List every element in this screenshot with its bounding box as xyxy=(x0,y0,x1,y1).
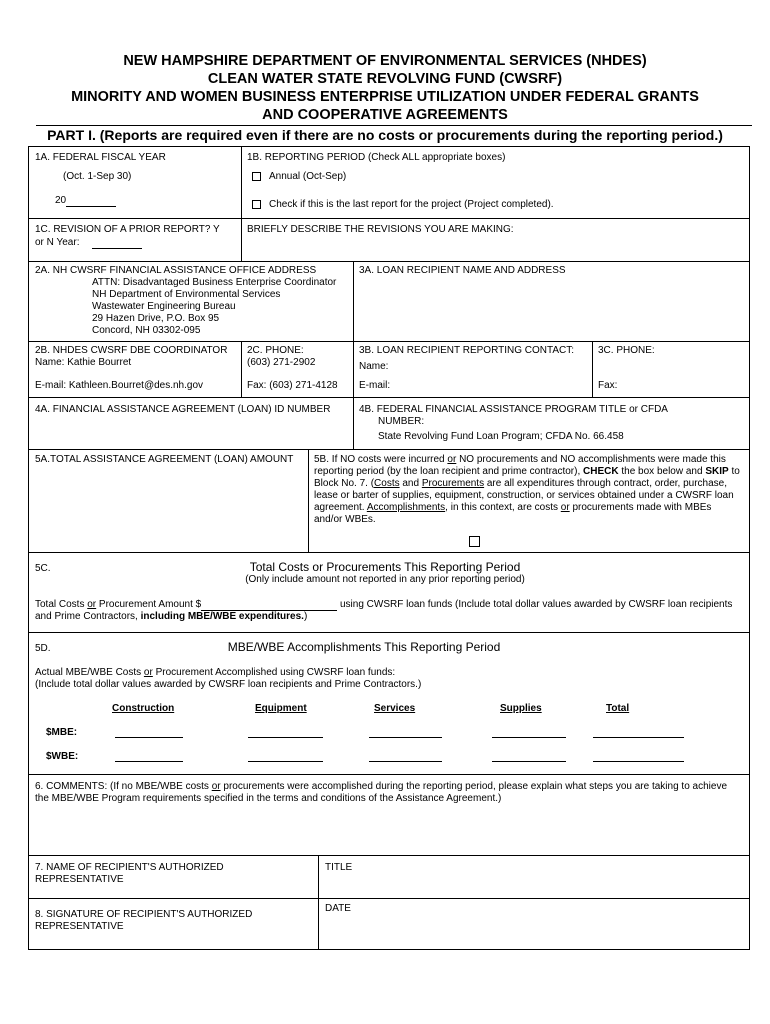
mbe-supplies-blank[interactable] xyxy=(492,737,566,738)
recipient-phone-label[interactable]: 3C. PHONE: xyxy=(598,345,655,356)
section-5d-label: 5D. xyxy=(35,643,51,654)
wbe-services-blank[interactable] xyxy=(369,761,442,762)
section-5c-label: 5C. xyxy=(35,563,51,574)
fiscal-year-label: 1A. FEDERAL FISCAL YEAR xyxy=(35,152,166,163)
rule xyxy=(28,146,750,147)
rule xyxy=(28,146,29,950)
signature-label-cont: REPRESENTATIVE xyxy=(35,921,124,932)
rule xyxy=(318,855,319,949)
rule xyxy=(28,774,750,775)
revision-year-label: or N Year: xyxy=(35,237,80,248)
part-one-heading: PART I. (Reports are required even if there are no costs or procurements during the reporting period.) xyxy=(47,127,723,143)
total-costs-amount-line: Total Costs or Procurement Amount $ using CWSRF loan funds (Include total dollar values awarded by CWSRF loan recipients xyxy=(35,599,733,610)
no-costs-checkbox[interactable] xyxy=(469,536,480,547)
no-costs-text: agreement. Accomplishments, in this context, are costs or procurements made with MBEs xyxy=(314,502,712,513)
no-costs-text: and/or WBEs. xyxy=(314,514,376,525)
wbe-construction-blank[interactable] xyxy=(115,761,183,762)
accomplishments-instruction: (Include total dollar values awarded by CWSRF loan recipients and Prime Contractors.) xyxy=(35,679,422,690)
rule xyxy=(28,341,750,342)
form-title-line3: MINORITY AND WOMEN BUSINESS ENTERPRISE UTILIZATION UNDER FEDERAL GRANTS xyxy=(71,89,699,105)
revision-label: 1C. REVISION OF A PRIOR REPORT? Y xyxy=(35,224,220,235)
office-address-line: ATTN: Disadvantaged Business Enterprise Coordinator xyxy=(92,277,337,288)
annual-label: Annual (Oct-Sep) xyxy=(269,171,347,182)
recipient-contact-email[interactable]: E-mail: xyxy=(359,380,391,391)
annual-option[interactable] xyxy=(252,171,346,183)
program-title-value: State Revolving Fund Loan Program; CFDA No. 66.458 xyxy=(378,431,624,442)
revision-year-field[interactable] xyxy=(35,237,142,249)
accomplishments-instruction: Actual MBE/WBE Costs or Procurement Accomplished using CWSRF loan funds: xyxy=(35,667,396,678)
rule xyxy=(353,397,354,449)
fiscal-year-period: (Oct. 1-Sep 30) xyxy=(63,171,132,182)
title-rule xyxy=(36,125,752,126)
title-label: TITLE xyxy=(325,862,353,873)
rule xyxy=(28,632,750,633)
rule xyxy=(28,898,750,899)
mbe-services-blank[interactable] xyxy=(369,737,442,738)
form-title-line4: AND COOPERATIVE AGREEMENTS xyxy=(262,107,508,123)
office-address-line: Concord, NH 03302-095 xyxy=(92,325,201,336)
total-loan-amount-label: 5A.TOTAL ASSISTANCE AGREEMENT (LOAN) AMOUNT xyxy=(35,454,294,465)
rule xyxy=(28,397,750,398)
date-label: DATE xyxy=(325,903,351,914)
total-costs-subtitle: (Only include amount not reported in any prior reporting period) xyxy=(245,574,525,585)
rule xyxy=(28,218,750,219)
dbe-coordinator-name: Name: Kathie Bourret xyxy=(35,357,132,368)
last-report-option[interactable] xyxy=(252,199,554,211)
year-prefix: 20 xyxy=(55,195,67,206)
rule xyxy=(592,341,593,397)
office-address-line: 29 Hazen Drive, P.O. Box 95 xyxy=(92,313,220,324)
last-report-checkbox[interactable] xyxy=(252,200,261,209)
total-costs-title: Total Costs or Procurements This Reporting Period xyxy=(249,560,521,574)
coordinator-fax: Fax: (603) 271-4128 xyxy=(247,380,338,391)
year-blank[interactable] xyxy=(66,206,116,207)
comments-label: 6. COMMENTS: (If no MBE/WBE costs or procurements were accomplished during the reporting period, please explain what steps you are taking to achieve xyxy=(35,781,728,792)
rule xyxy=(28,855,750,856)
rule xyxy=(28,449,750,450)
wbe-equipment-blank[interactable] xyxy=(248,761,323,762)
column-header-construction: Construction xyxy=(112,703,175,714)
program-title-label: 4B. FEDERAL FINANCIAL ASSISTANCE PROGRAM TITLE or CFDA xyxy=(359,404,668,415)
mbe-total-blank[interactable] xyxy=(593,737,684,738)
program-title-label-cont: NUMBER: xyxy=(378,416,425,427)
authorized-rep-name-label-cont: REPRESENTATIVE xyxy=(35,874,124,885)
mbe-row-label: $MBE: xyxy=(46,727,78,738)
rule xyxy=(353,261,354,397)
column-header-equipment: Equipment xyxy=(255,703,307,714)
wbe-supplies-blank[interactable] xyxy=(492,761,566,762)
last-report-label: Check if this is the last report for the project (Project completed). xyxy=(269,199,554,210)
office-address-label: 2A. NH CWSRF FINANCIAL ASSISTANCE OFFICE ADDRESS xyxy=(35,265,317,276)
rule xyxy=(241,341,242,397)
comments-area[interactable] xyxy=(30,808,748,853)
recipient-name-address-label: 3A. LOAN RECIPIENT NAME AND ADDRESS xyxy=(359,265,566,276)
wbe-row-label: $WBE: xyxy=(46,751,79,762)
rule xyxy=(241,146,242,261)
accomplishments-title: MBE/WBE Accomplishments This Reporting Period xyxy=(227,640,501,654)
coordinator-phone: (603) 271-2902 xyxy=(247,357,316,368)
recipient-fax-label[interactable]: Fax: xyxy=(598,380,618,391)
rule xyxy=(749,146,750,950)
column-header-services: Services xyxy=(374,703,416,714)
mbe-construction-blank[interactable] xyxy=(115,737,183,738)
recipient-contact-name[interactable]: Name: xyxy=(359,361,389,372)
recipient-contact-label: 3B. LOAN RECIPIENT REPORTING CONTACT: xyxy=(359,345,575,356)
comments-label-cont: the MBE/WBE Program requirements specified in the terms and conditions of the Assistance Agreement.) xyxy=(35,793,502,804)
no-costs-text: Block No. 7. (Costs and Procurements are all expenditures through contract, order, purchase, xyxy=(314,478,728,489)
office-address-line: Wastewater Engineering Bureau xyxy=(92,301,236,312)
coordinator-phone-label: 2C. PHONE: xyxy=(247,345,304,356)
wbe-total-blank[interactable] xyxy=(593,761,684,762)
rule xyxy=(28,261,750,262)
dbe-coordinator-label: 2B. NHDES CWSRF DBE COORDINATOR xyxy=(35,345,228,356)
signature-label: 8. SIGNATURE OF RECIPIENT'S AUTHORIZED xyxy=(35,909,253,920)
no-costs-text: reporting period (by the loan recipient and prime contractor), CHECK the box below and SKIP to xyxy=(314,466,740,477)
rule xyxy=(28,552,750,553)
dbe-coordinator-email: E-mail: Kathleen.Bourret@des.nh.gov xyxy=(35,380,204,391)
column-header-total: Total xyxy=(606,703,630,714)
rule xyxy=(28,949,750,950)
office-address-line: NH Department of Environmental Services xyxy=(92,289,281,300)
total-costs-amount-line2: and Prime Contractors, including MBE/WBE expenditures.) xyxy=(35,611,308,622)
column-header-supplies: Supplies xyxy=(500,703,542,714)
authorized-rep-name-label: 7. NAME OF RECIPIENT'S AUTHORIZED xyxy=(35,862,224,873)
revision-year-blank[interactable] xyxy=(92,248,142,249)
form-title-line1: NEW HAMPSHIRE DEPARTMENT OF ENVIRONMENTAL SERVICES (NHDES) xyxy=(123,53,647,69)
fiscal-year-field[interactable] xyxy=(55,195,116,207)
loan-id-label: 4A. FINANCIAL ASSISTANCE AGREEMENT (LOAN) ID NUMBER xyxy=(35,404,331,415)
no-costs-text: 5B. If NO costs were incurred or NO procurements and NO accomplishments were made this xyxy=(314,454,726,465)
mbe-equipment-blank[interactable] xyxy=(248,737,323,738)
form-title-line2: CLEAN WATER STATE REVOLVING FUND (CWSRF) xyxy=(207,71,563,87)
annual-checkbox[interactable] xyxy=(252,172,261,181)
reporting-period-label: 1B. REPORTING PERIOD (Check ALL appropriate boxes) xyxy=(247,152,506,163)
revisions-description-label: BRIEFLY DESCRIBE THE REVISIONS YOU ARE MAKING: xyxy=(247,224,514,235)
no-costs-text: lease or barter of supplies, equipment, construction, or services obtained under a CWSRF loan xyxy=(314,490,734,501)
rule xyxy=(308,449,309,552)
